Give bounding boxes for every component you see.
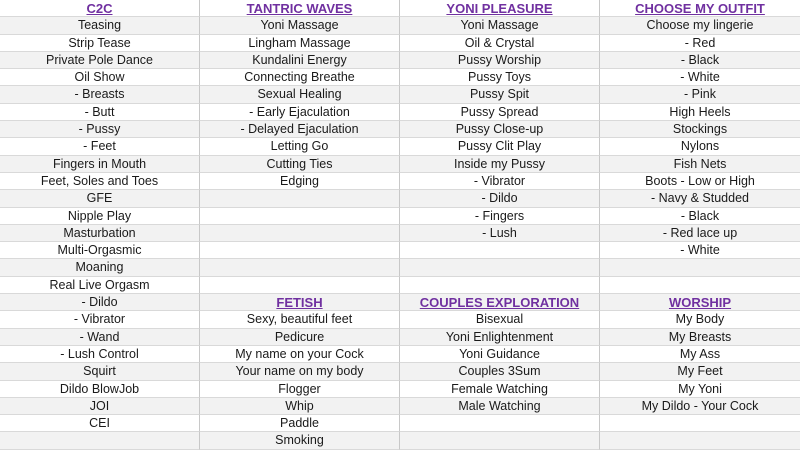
empty-cell bbox=[400, 415, 600, 432]
menu-item: - Pink bbox=[600, 86, 800, 103]
menu-item: Flogger bbox=[200, 381, 400, 398]
menu-item: Boots - Low or High bbox=[600, 173, 800, 190]
empty-cell bbox=[200, 242, 400, 259]
menu-item: Yoni Guidance bbox=[400, 346, 600, 363]
menu-item: Pussy Worship bbox=[400, 52, 600, 69]
section-header: YONI PLEASURE bbox=[400, 0, 600, 17]
menu-item: Squirt bbox=[0, 363, 200, 380]
menu-item: Multi-Orgasmic bbox=[0, 242, 200, 259]
menu-item: Whip bbox=[200, 398, 400, 415]
empty-cell bbox=[200, 208, 400, 225]
empty-cell bbox=[0, 432, 200, 449]
empty-cell bbox=[600, 415, 800, 432]
menu-item: My name on your Cock bbox=[200, 346, 400, 363]
menu-item: - Dildo bbox=[0, 294, 200, 311]
menu-item: - Breasts bbox=[0, 86, 200, 103]
menu-item: My Body bbox=[600, 311, 800, 328]
section-header: COUPLES EXPLORATION bbox=[400, 294, 600, 311]
menu-item: CEI bbox=[0, 415, 200, 432]
menu-item: Nipple Play bbox=[0, 208, 200, 225]
menu-item: - Lush Control bbox=[0, 346, 200, 363]
menu-item: - Pussy bbox=[0, 121, 200, 138]
menu-item: High Heels bbox=[600, 104, 800, 121]
empty-cell bbox=[400, 242, 600, 259]
section-header: CHOOSE MY OUTFIT bbox=[600, 0, 800, 17]
menu-item: Couples 3Sum bbox=[400, 363, 600, 380]
menu-item: Edging bbox=[200, 173, 400, 190]
menu-item: Inside my Pussy bbox=[400, 156, 600, 173]
menu-item: My Feet bbox=[600, 363, 800, 380]
menu-item: Strip Tease bbox=[0, 35, 200, 52]
empty-cell bbox=[200, 190, 400, 207]
section-header: C2C bbox=[0, 0, 200, 17]
menu-item: Connecting Breathe bbox=[200, 69, 400, 86]
menu-item: Fish Nets bbox=[600, 156, 800, 173]
menu-item: Pedicure bbox=[200, 329, 400, 346]
menu-item: Masturbation bbox=[0, 225, 200, 242]
menu-item: Pussy Spread bbox=[400, 104, 600, 121]
menu-item: Sexy, beautiful feet bbox=[200, 311, 400, 328]
menu-item: Paddle bbox=[200, 415, 400, 432]
menu-item: Pussy Spit bbox=[400, 86, 600, 103]
menu-item: - Lush bbox=[400, 225, 600, 242]
menu-item: - Navy & Studded bbox=[600, 190, 800, 207]
menu-item: - Feet bbox=[0, 138, 200, 155]
menu-item: Cutting Ties bbox=[200, 156, 400, 173]
menu-item: Private Pole Dance bbox=[0, 52, 200, 69]
menu-item: My Breasts bbox=[600, 329, 800, 346]
menu-item: Pussy Toys bbox=[400, 69, 600, 86]
menu-item: - Vibrator bbox=[400, 173, 600, 190]
menu-item: Oil Show bbox=[0, 69, 200, 86]
menu-item: - Early Ejaculation bbox=[200, 104, 400, 121]
menu-item: Male Watching bbox=[400, 398, 600, 415]
menu-item: Pussy Clit Play bbox=[400, 138, 600, 155]
menu-item: Letting Go bbox=[200, 138, 400, 155]
menu-item: - Fingers bbox=[400, 208, 600, 225]
empty-cell bbox=[200, 225, 400, 242]
menu-item: - Red lace up bbox=[600, 225, 800, 242]
menu-item: - Black bbox=[600, 208, 800, 225]
empty-cell bbox=[200, 277, 400, 294]
menu-item: Sexual Healing bbox=[200, 86, 400, 103]
menu-item: - Delayed Ejaculation bbox=[200, 121, 400, 138]
empty-cell bbox=[600, 259, 800, 276]
empty-cell bbox=[200, 259, 400, 276]
menu-item: Kundalini Energy bbox=[200, 52, 400, 69]
menu-item: Oil & Crystal bbox=[400, 35, 600, 52]
menu-item: - White bbox=[600, 242, 800, 259]
menu-item: My Dildo - Your Cock bbox=[600, 398, 800, 415]
menu-item: Female Watching bbox=[400, 381, 600, 398]
menu-item: - Black bbox=[600, 52, 800, 69]
menu-item: My Yoni bbox=[600, 381, 800, 398]
menu-item: - Vibrator bbox=[0, 311, 200, 328]
menu-item: Fingers in Mouth bbox=[0, 156, 200, 173]
menu-item: Nylons bbox=[600, 138, 800, 155]
menu-item: - Dildo bbox=[400, 190, 600, 207]
empty-cell bbox=[400, 277, 600, 294]
menu-item: Yoni Massage bbox=[400, 17, 600, 34]
menu-item: My Ass bbox=[600, 346, 800, 363]
menu-item: Lingham Massage bbox=[200, 35, 400, 52]
empty-cell bbox=[400, 432, 600, 449]
menu-item: GFE bbox=[0, 190, 200, 207]
menu-item: JOI bbox=[0, 398, 200, 415]
menu-item: Yoni Massage bbox=[200, 17, 400, 34]
menu-item: Choose my lingerie bbox=[600, 17, 800, 34]
menu-item: Dildo BlowJob bbox=[0, 381, 200, 398]
menu-item: Smoking bbox=[200, 432, 400, 449]
empty-cell bbox=[400, 259, 600, 276]
menu-item: - Red bbox=[600, 35, 800, 52]
menu-item: Bisexual bbox=[400, 311, 600, 328]
menu-item: Teasing bbox=[0, 17, 200, 34]
empty-cell bbox=[600, 432, 800, 449]
section-header: TANTRIC WAVES bbox=[200, 0, 400, 17]
menu-item: Stockings bbox=[600, 121, 800, 138]
menu-item: Real Live Orgasm bbox=[0, 277, 200, 294]
menu-item: - Wand bbox=[0, 329, 200, 346]
section-header: FETISH bbox=[200, 294, 400, 311]
menu-item: Feet, Soles and Toes bbox=[0, 173, 200, 190]
section-header: WORSHIP bbox=[600, 294, 800, 311]
menu-item: Pussy Close-up bbox=[400, 121, 600, 138]
menu-item: - White bbox=[600, 69, 800, 86]
menu-item: Yoni Enlightenment bbox=[400, 329, 600, 346]
menu-item: Moaning bbox=[0, 259, 200, 276]
menu-item: - Butt bbox=[0, 104, 200, 121]
empty-cell bbox=[600, 277, 800, 294]
menu-item: Your name on my body bbox=[200, 363, 400, 380]
